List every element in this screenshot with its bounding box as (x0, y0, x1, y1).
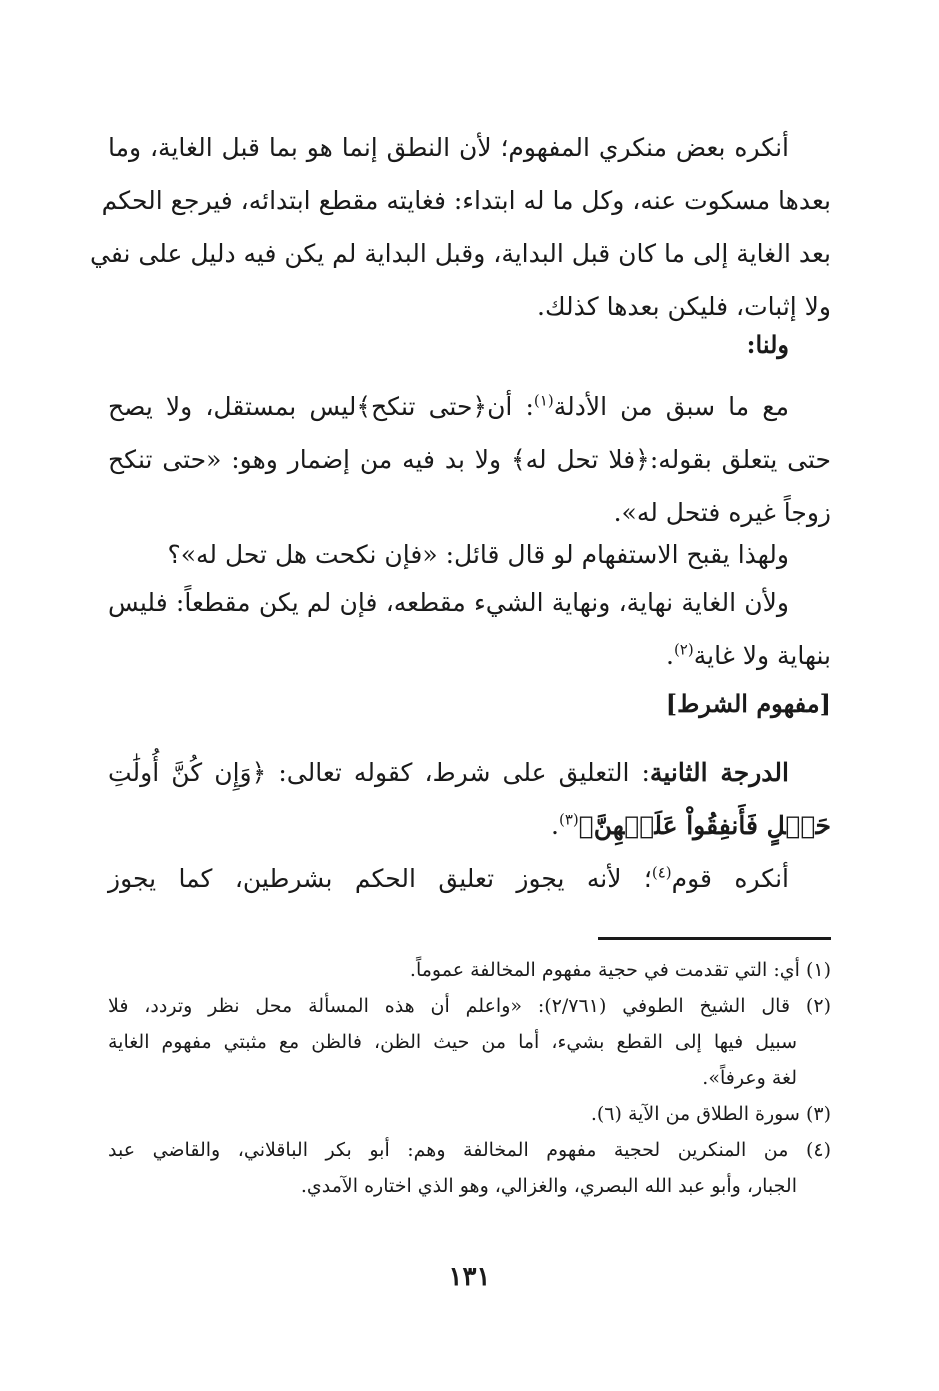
text-line: أنكره بعض منكري المفهوم؛ لأن النطق إنما هو بما قبل الغاية، وما (108, 133, 789, 162)
footnote-ref: (٢) (673, 640, 694, 659)
paragraph-3 (108, 528, 831, 581)
section-heading: [مفهوم الشرط] (665, 689, 831, 718)
footnote-1: (١) أي: التي تقدمت في حجية مفهوم المخالفة عموماً. (409, 959, 831, 981)
text-line: بعدها مسكوت عنه، وكل ما له ابتداء: فغايته مقطع ابتدائه، فيرجع الحكم (101, 186, 831, 215)
footnote-3: (٣) سورة الطلاق من الآية (٦). (590, 1103, 831, 1125)
footnote-2-cont: لغة وعرفاً». (702, 1067, 797, 1089)
paragraph-5 (108, 746, 831, 852)
text-line: بعد الغاية إلى ما كان قبل البداية، وقبل البداية لم يكن فيه دليل على نفي (89, 239, 831, 268)
text-line: ولأن الغاية نهاية، ونهاية الشيء مقطعه، فإن لم يكن مقطعاً: فليس (108, 588, 789, 617)
footnote-ref: (٣) (558, 810, 579, 829)
footnote-ref: (١) (533, 391, 554, 410)
footnote-2: (٢) قال الشيخ الطوفي (٢/٧٦١): «واعلم أن هذه المسألة محل نظر وتردد، فلا (108, 995, 831, 1017)
text-line: مع ما سبق من الأدلة$^{(١)}$: أن﴿حتى تنكح﴾ليس بمستقل، ولا يصح (108, 391, 789, 421)
page-number: ١٣١ (448, 1262, 491, 1292)
text-line: أنكره قوم$^{(٤)}$؛ لأنه يجوز تعليق الحكم بشرطين، كما يجوز (108, 863, 789, 893)
text-line: ولا إثبات، فليكن بعدها كذلك. (537, 292, 831, 321)
footnote-4-cont: الجبار، وأبو عبد الله البصري، والغزالي، وهو الذي اختاره الآمدي. (300, 1175, 797, 1197)
footnote-ref: (٤) (651, 863, 672, 882)
footnote-2-cont: سبيل فيها إلى القطع بشيء، أما من حيث الظن، فالظن مع مثبتي مفهوم الغاية (108, 1031, 797, 1053)
paragraph-1 (89, 121, 831, 333)
text-line: زوجاً غيره فتحل له». (613, 498, 831, 527)
text-line: ولهذا يقبح الاستفهام لو قال قائل: «فإن نكحت هل تحل له»؟ (167, 540, 789, 569)
walana-heading: ولنا: (746, 330, 789, 359)
footnotes (108, 952, 831, 1204)
paragraph-6 (108, 852, 831, 905)
paragraph-2 (108, 380, 831, 539)
text-line: بنهاية ولا غاية$^{(٢)}$. (665, 640, 831, 670)
quran-verse: حَمۡلٍ فَأَنفِقُواْ عَلَيۡهِنَّ﴾ (578, 811, 831, 840)
degree-label: الدرجة الثانية (649, 758, 789, 787)
text-line: حتى يتعلق بقوله:﴿فلا تحل له﴾ ولا بد فيه من إضمار وهو: «حتى تنكح (108, 445, 831, 474)
text-line: حَمۡلٍ فَأَنفِقُواْ عَلَيۡهِنَّ﴾$^{(٣)}$. (551, 810, 831, 840)
footnote-separator (598, 937, 831, 940)
text-line: الدرجة الثانية: التعليق على شرط، كقوله تعالى: ﴿وَإِن كُنَّ أُولَٰتِ (108, 758, 789, 787)
footnote-4: (٤) من المنكرين لحجية مفهوم المخالفة وهم: أبو بكر الباقلاني، والقاضي عبد (108, 1139, 831, 1161)
paragraph-4 (108, 576, 831, 682)
